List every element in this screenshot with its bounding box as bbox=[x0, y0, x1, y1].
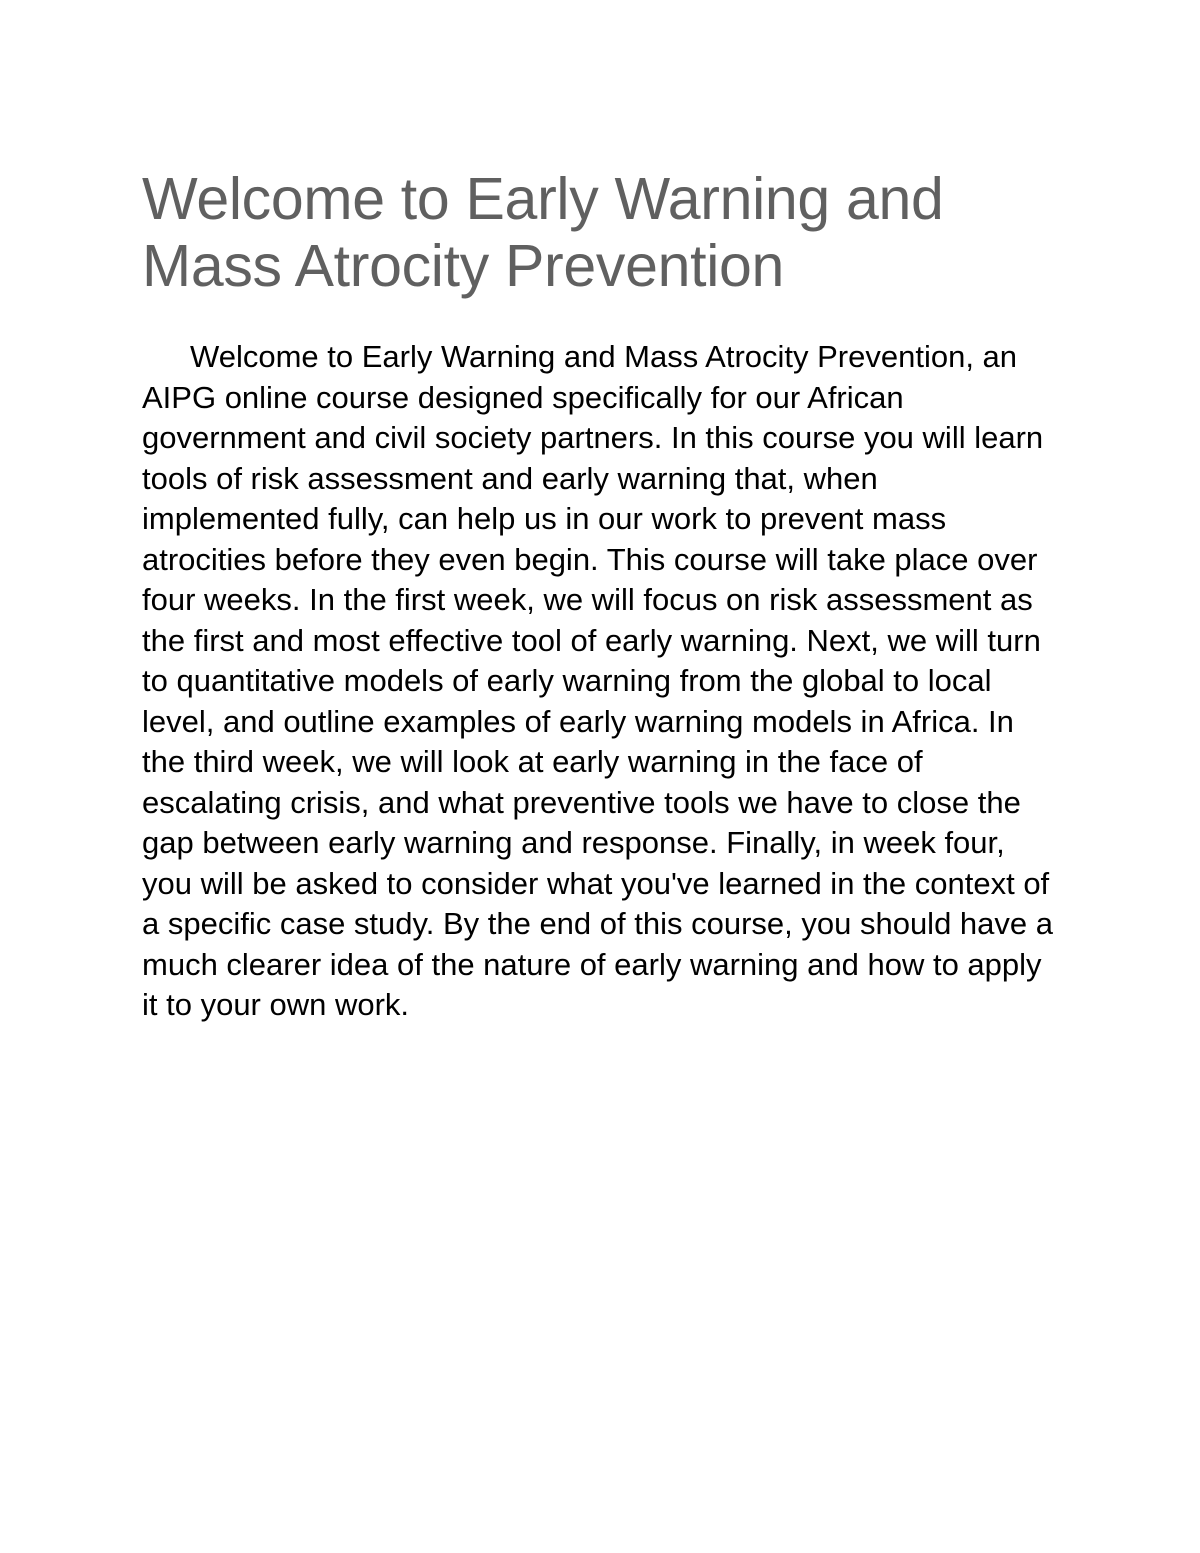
document-title: Welcome to Early Warning and Mass Atrocity Prevention bbox=[142, 166, 944, 299]
document-body-paragraph: Welcome to Early Warning and Mass Atrocity Prevention, an AIPG online course designed specifically for our African government and civil society partners. In this course you will learn tools of risk assessment and early warning that, when implemented fully, can help us in our work to prevent mass atrocities before they even begin. This course will take place over four weeks. In the first week, we will focus on risk assessment as the first and most effective tool of early warning. Next, we will turn to quantitative models of early warning from the global to local level, and outline examples of early warning models in Africa. In the third week, we will look at early warning in the face of escalating crisis, and what preventive tools we have to close the gap between early warning and response. Finally, in week four, you will be asked to consider what you've learned in the context of a specific case study. By the end of this course, you should have a much clearer idea of the nature of early warning and how to apply it to your own work. bbox=[142, 339, 1054, 1022]
